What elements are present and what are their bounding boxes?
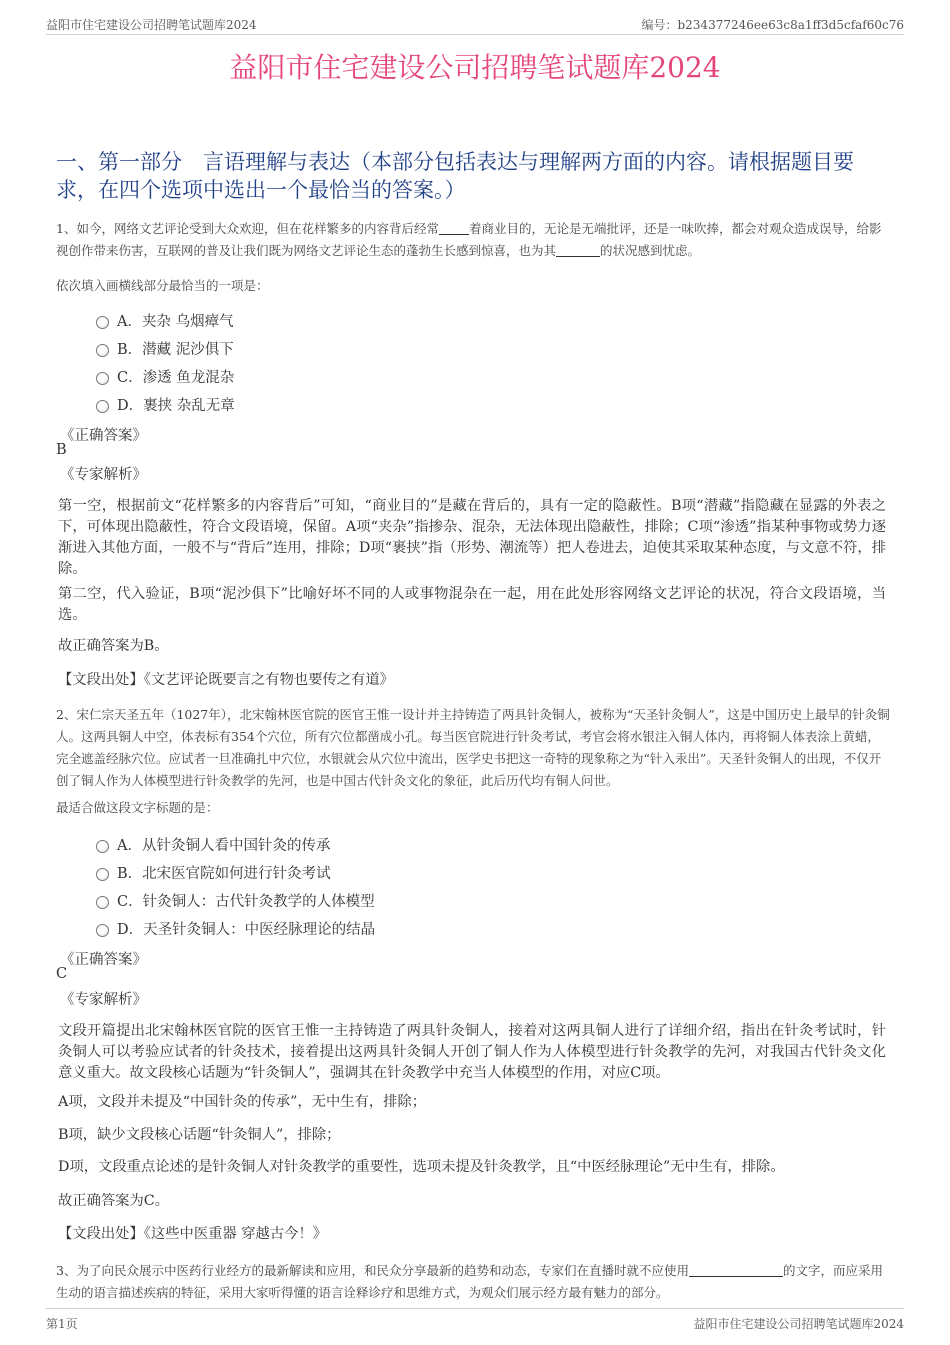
page-number: 第1页 — [46, 1317, 78, 1331]
answer-value: B — [56, 442, 67, 458]
header-document-id: 编号：b234377246ee63c8a1ff3d5cfaf60c76 — [641, 18, 904, 32]
answer-label: 《正确答案》 — [60, 952, 147, 968]
question-3-text: 3、为了向民众展示中医药行业经方的最新解读和应用，和民众分享最新的趋势和动态，专家们在直播时就不应使用 的文字，而应采用生动的语言描述疾病的特征，采用大家听得懂的语言诠释诊疗和思维方式，为观众们展示经方最有魅力的部分。 — [56, 1263, 883, 1300]
radio-icon[interactable] — [96, 924, 109, 937]
radio-icon[interactable] — [96, 840, 109, 853]
page-header — [46, 14, 904, 35]
footer-title: 益阳市住宅建设公司招聘笔试题库2024 — [693, 1317, 904, 1331]
analysis-paragraph: D项，文段重点论述的是针灸铜人对针灸教学的重要性，选项未提及针灸教学，且“中医经脉理论”无中生有，排除。 — [58, 1159, 785, 1175]
analysis-paragraph: 第二空，代入验证，B项“泥沙俱下”比喻好坏不同的人或事物混杂在一起，用在此处形容网络文艺评论的状况，符合文段语境，当选。 — [58, 586, 886, 623]
answer-value: C — [56, 966, 68, 982]
source-citation: 【文段出处】《这些中医重器 穿越古今！》 — [58, 1226, 328, 1242]
option-c[interactable]: C．针灸铜人：古代针灸教学的人体模型 — [96, 890, 375, 911]
analysis-conclusion: 故正确答案为C。 — [58, 1193, 170, 1209]
answer-label: 《正确答案》 — [60, 428, 147, 444]
analysis-paragraph: 第一空，根据前文“花样繁多的内容背后”可知，“商业目的”是藏在背后的，具有一定的隐蔽性。B项“潜藏”指隐藏在显露的外表之下，可体现出隐蔽性，符合文段语境，保留。A项“夹杂”指掺杂、混杂，无法体现出隐蔽性，排除；C项“渗透”指某种事物或势力逐渐进入其他方面，一般不与“背后”连用，排除；D项“裹挟”指（形势、潮流等）把人卷进去，迫使其采取某种态度，与文意不符，排除。 — [58, 498, 886, 577]
question-2-prompt: 最适合做这段文字标题的是： — [56, 800, 219, 815]
radio-icon[interactable] — [96, 400, 109, 413]
header-title: 益阳市住宅建设公司招聘笔试题库2024 — [46, 18, 257, 32]
option-a[interactable]: A．夹杂 乌烟瘴气 — [96, 310, 234, 331]
source-citation: 【文段出处】《文艺评论既要言之有物也要传之有道》 — [58, 672, 394, 688]
radio-icon[interactable] — [96, 896, 109, 909]
fill-blank — [439, 222, 469, 235]
fill-blank — [689, 1264, 783, 1277]
question-1-text: 1、如今，网络文艺评论受到大众欢迎，但在花样繁多的内容背后经常 着商业目的，无论是无端批评，还是一味吹捧，都会对观众造成误导，给影视创作带来伤害，互联网的普及让我们既为网络文艺评论生态的蓬勃生长感到惊喜，也为其 的状况感到忧虑。 — [56, 221, 882, 258]
page-title: 益阳市住宅建设公司招聘笔试题库2024 — [229, 51, 721, 84]
option-a[interactable]: A．从针灸铜人看中国针灸的传承 — [96, 834, 330, 855]
option-b[interactable]: B．北宋医官院如何进行针灸考试 — [96, 862, 331, 883]
radio-icon[interactable] — [96, 344, 109, 357]
analysis-conclusion: 故正确答案为B。 — [58, 638, 169, 654]
analysis-label: 《专家解析》 — [60, 992, 147, 1008]
radio-icon[interactable] — [96, 316, 109, 329]
radio-icon[interactable] — [96, 868, 109, 881]
option-d[interactable]: D．裹挟 杂乱无章 — [96, 394, 235, 415]
analysis-paragraph: A项，文段并未提及“中国针灸的传承”，无中生有，排除； — [58, 1094, 427, 1110]
analysis-label: 《专家解析》 — [60, 467, 147, 483]
option-c[interactable]: C．渗透 鱼龙混杂 — [96, 366, 234, 387]
analysis-paragraph: B项，缺少文段核心话题“针灸铜人”，排除； — [58, 1127, 341, 1143]
analysis-paragraph: 文段开篇提出北宋翰林医官院的医官王惟一主持铸造了两具针灸铜人，接着对这两具铜人进行了详细介绍，指出在针灸考试时，针灸铜人可以考验应试者的针灸技术，接着提出这两具针灸铜人开创了铜人作为人体模型进行针灸教学的先河，对我国古代针灸文化意义重大。故文段核心话题为“针灸铜人”，强调其在针灸教学中充当人体模型的作用，对应C项。 — [58, 1023, 886, 1081]
option-b[interactable]: B．潜藏 泥沙俱下 — [96, 338, 234, 359]
page-footer — [46, 1308, 904, 1331]
question-1-prompt: 依次填入画横线部分最恰当的一项是： — [56, 278, 269, 293]
fill-blank — [556, 244, 600, 257]
radio-icon[interactable] — [96, 372, 109, 385]
section-heading: 一、第一部分 言语理解与表达（本部分包括表达与理解两方面的内容。请根据题目要求，在四个选项中选出一个最恰当的答案。） — [56, 150, 854, 202]
question-2-text: 2、宋仁宗天圣五年（1027年），北宋翰林医官院的医官王惟一设计并主持铸造了两具针灸铜人，被称为“天圣针灸铜人”，这是中国历史上最早的针灸铜人。这两具铜人中空，体表标有354个穴位，所有穴位都凿成小孔。每当医官院进行针灸考试，考官会将水银注入铜人体内，再将铜人体表涂上黄蜡，完全遮盖经脉穴位。应试者一旦准确扎中穴位，水银就会从穴位中流出，医学史书把这一奇特的现象称之为“针入汞出”。天圣针灸铜人的出现，不仅开创了铜人作为人体模型进行针灸教学的先河，也是中国古代针灸文化的象征，此后历代均有铜人问世。 — [56, 707, 890, 788]
option-d[interactable]: D．天圣针灸铜人：中医经脉理论的结晶 — [96, 918, 375, 939]
